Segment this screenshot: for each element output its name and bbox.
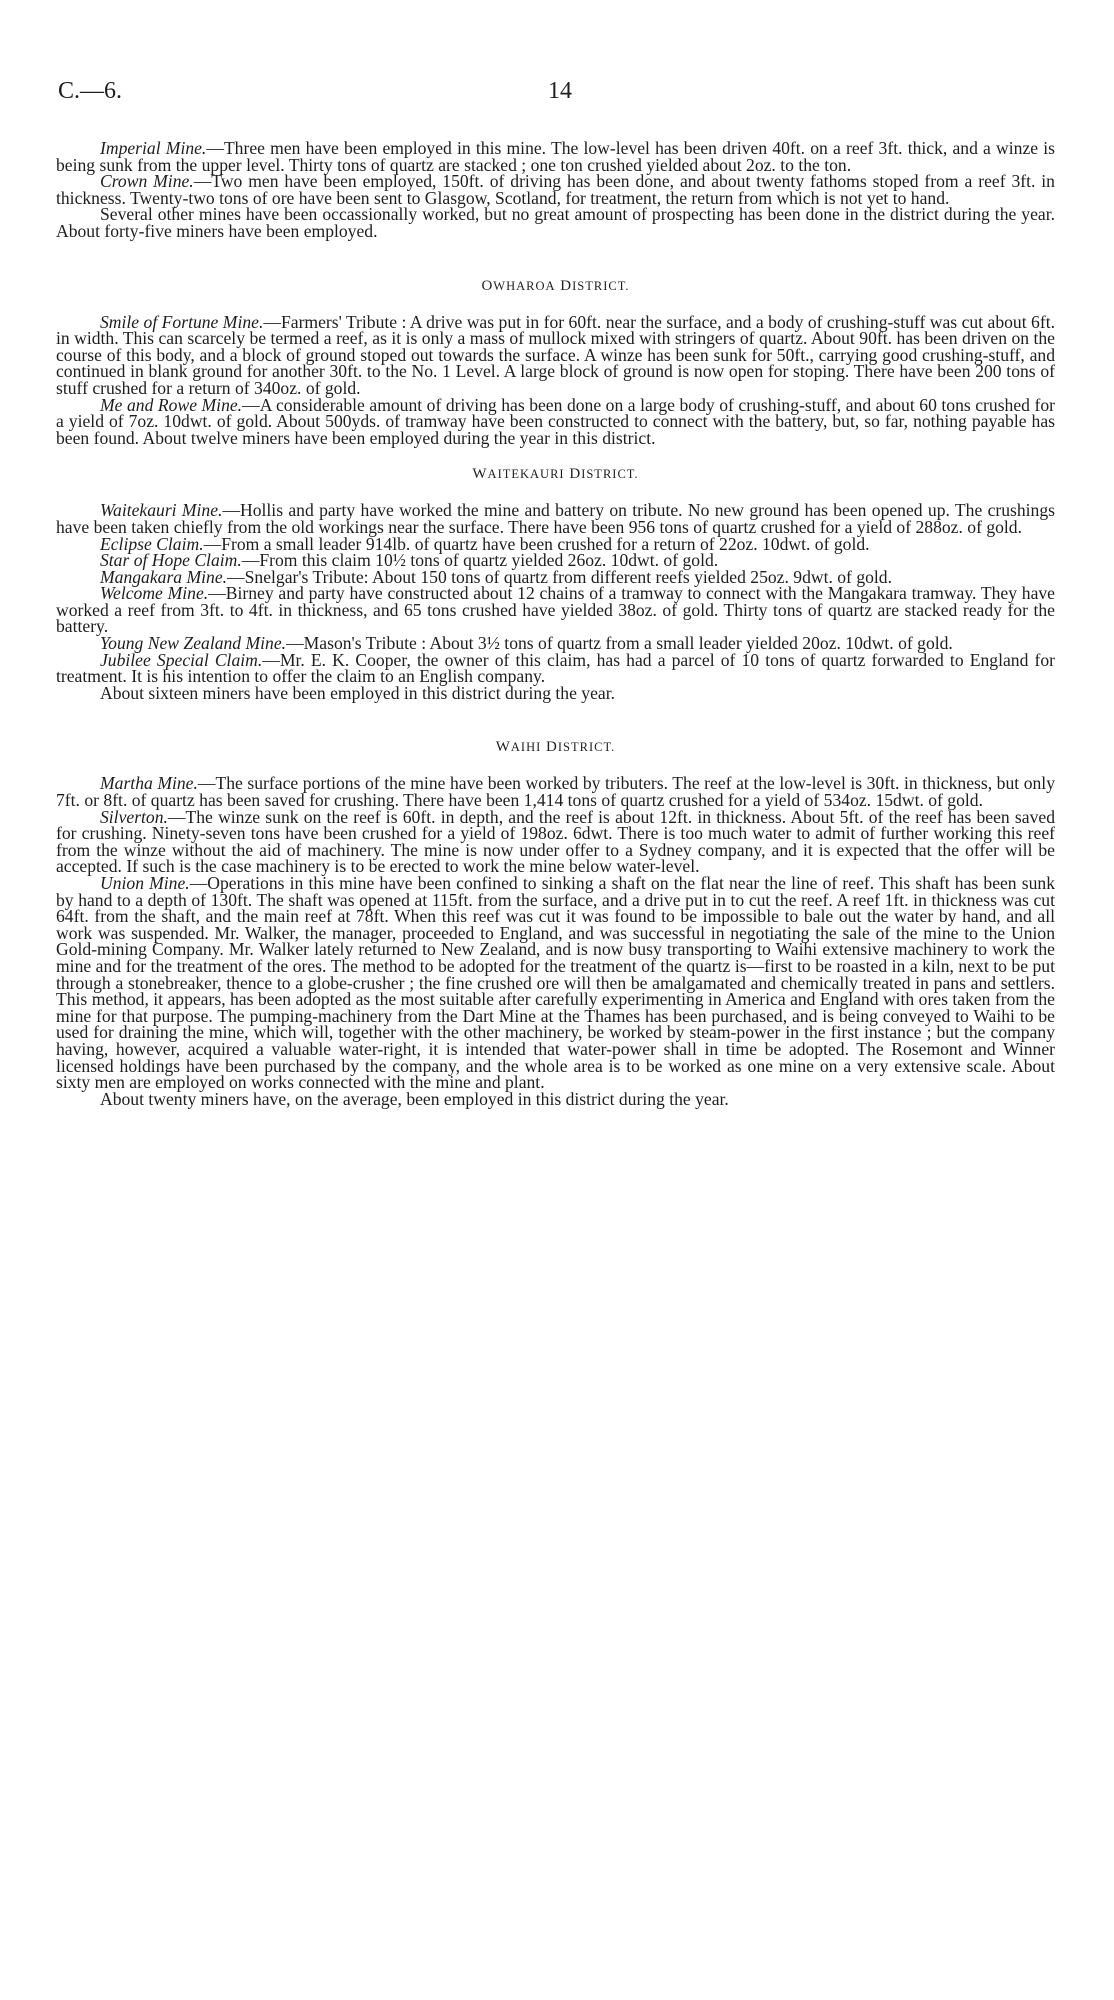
paragraph-text: —Farmers' Tribute : A drive was put in for 60ft. near the surface, and a body of crushing-stuff was cut about 6ft. in width. This can scarcely be termed a reef, as it is only a mass of mullock mixed with stringers of quartz. About 90ft. has been driven on the course of this body, and a block of ground stoped out towards the surface. A winze has been sunk for 50ft., carrying good crushing-stuff, and continued in blank ground for another 30ft. to the No. 1 Level. A large block of ground is now open for stoping. There have been 200 tons of stuff crushed for a return of 340oz. of gold. — [56, 311, 1055, 398]
document-reference: C.—6. — [58, 78, 123, 104]
paragraph-text: —A considerable amount of driving has been done on a large body of crushing-stuff, and about 60 tons crushed for a yield of 7oz. 10dwt. of gold. About 500yds. of tramway have been constructed to connect with the battery, but, so far, nothing payable has been found. About twelve miners have been employed during the year in this district. — [56, 394, 1056, 448]
page-body — [56, 140, 1055, 1107]
paragraph-title: Jubilee Special Claim. — [100, 649, 263, 670]
paragraph-text: —The surface portions of the mine have been worked by tributers. The reef at the low-level is 30ft. in thickness, but only 7ft. or 8ft. of quartz has been saved for crushing. There have been 1,414 tons of quartz crushed for a yield of 534oz. 15dwt. of gold. — [56, 773, 1055, 811]
paragraph-martha-mine — [56, 773, 1055, 811]
paragraph-waitekauri-summary — [56, 682, 1055, 703]
paragraph-title: Crown Mine. — [100, 171, 194, 192]
paragraph-text: —Three men have been employed in this mine. The low-level has been driven 40ft. on a reef 3ft. thick, and a winze is being sunk from the upper level. Thirty tons of quartz are stacked ; one ton crushed yielded about 2oz. to the ton. — [56, 138, 1055, 175]
paragraph-text: Several other mines have been occassionally worked, but no great amount of prospecting has been done in the district during the year. About forty-five miners have been employed. — [56, 204, 1055, 241]
paragraph-title: Martha Mine. — [100, 773, 198, 794]
paragraph-text: About sixteen miners have been employed in this district during the year. — [100, 682, 615, 703]
paragraph-title: Me and Rowe Mine. — [100, 394, 243, 415]
paragraph-text: About twenty miners have, on the average, been employed in this district during the year. — [100, 1088, 729, 1109]
paragraph-title: Welcome Mine. — [100, 583, 209, 604]
paragraph-imperial-mine — [56, 140, 1055, 173]
paragraph-title: Union Mine. — [100, 873, 190, 893]
paragraph-union-mine — [56, 875, 1055, 1091]
paragraph-waitekauri-mine — [56, 502, 1055, 535]
paragraph-title: Young New Zealand Mine. — [100, 633, 287, 654]
paragraph-text: —Operations in this mine have been confined to sinking a shaft on the flat near the line of reef. This shaft has been sunk by hand to a depth of 130ft. The shaft was opened at 115ft. from the surface, and a drive put in to cut the reef. A reef 1ft. in thickness was cut 64ft. from the shaft, and the main reef at 78ft. When this reef was cut it was found to be impossible to bale out the water by hand, and all work was suspended. Mr. Walker, the manager, proceeded to England, and was successful in negotiating the sale of the mine to the Union Gold-mining Company. Mr. Walker lately returned to New Zealand, and is now busy transporting to Waihi extensive machinery to work the mine and for the treatment of the ores. The method to be adopted for the treatment of the quartz is—first to be roasted in a kiln, next to be put through a stonebreaker, thence to a globe-crusher ; the fine crushed ore will then be amalgamated and chemically treated in pans and settlers. This method, it appears, has been adopted as the most suitable after carefully experimenting in America and England with ores taken from the mine for that purpose. The pumping-machinery from the Dart Mine at the Thames has been purchased, and is being conveyed to Waihi to be used for draining the mine, which will, together with the other machinery, be worked by steam-power in the first instance ; but the company having, however, acquired a valuable water-right, it is intended that water-power shall in time be adopted. The Rosemont and Winner licensed holdings have been purchased by the company, and the whole area is to be worked as one mine on a very extensive scale. About sixty men are employed on works connected with the mine and plant. — [56, 873, 1055, 1093]
page-number: 14 — [548, 78, 572, 104]
paragraph-title: Star of Hope Claim. — [100, 550, 242, 571]
paragraph-waihi-summary — [56, 1088, 1055, 1109]
paragraph-title: Smile of Fortune Mine. — [100, 311, 264, 332]
paragraph-text: —Mason's Tribute : About 3½ tons of quartz from a small leader yielded 20oz. 10dwt. of gold. — [286, 633, 953, 654]
paragraph-welcome-mine — [56, 585, 1055, 635]
page-header — [0, 78, 1114, 112]
paragraph-text: —The winze sunk on the reef is 60ft. in depth, and the reef is about 12ft. in thickness. About 5ft. of the reef has been saved for crushing. Ninety-seven tons have been crushed for a yield of 198oz. 6dwt. There is too much water to admit of further working this reef from the winze without the aid of machinery. The mine is now under offer to a Sydney company, and it is expected that the offer will be accepted. If such is the case machinery is to be erected to work the mine below water-level. — [56, 806, 1055, 877]
paragraph-title: Imperial Mine. — [100, 138, 207, 158]
paragraph-text: —From this claim 10½ tons of quartz yielded 26oz. 10dwt. of gold. — [241, 550, 719, 571]
paragraph-text: —Hollis and party have worked the mine and battery on tribute. No new ground has been opened up. The crushings have been taken chiefly from the old workings near the surface. There have been 956 tons of quartz crushed for a yield of 288oz. of gold. — [56, 500, 1056, 537]
paragraph-title: Eclipse Claim. — [100, 533, 204, 554]
paragraph-text: —Birney and party have constructed about 12 chains of a tramway to connect with the Mangakara tramway. They have worked a reef from 3ft. to 4ft. in thickness, and 65 tons crushed have yielded 38oz. of gold. Thirty tons of quartz are stacked ready for the battery. — [56, 583, 1055, 637]
section-heading-owharoa: OWHAROA DISTRICT. — [481, 277, 630, 294]
paragraph-text: —From a small leader 914lb. of quartz have been crushed for a return of 22oz. 10dwt. of gold. — [203, 533, 870, 554]
section-heading-waitekauri: WAITEKAURI DISTRICT. — [472, 466, 639, 483]
section-heading-waihi: WAIHI DISTRICT. — [495, 739, 616, 756]
paragraph-text: —Mr. E. K. Cooper, the owner of this claim, has had a parcel of 10 tons of quartz forwarded to England for treatment. It is his intention to offer the claim to an English company. — [56, 649, 1056, 687]
paragraph-text: —Two men have been employed, 150ft. of driving has been done, and about twenty fathoms stoped from a reef 3ft. in thickness. Twenty-two tons of ore have been sent to Glasgow, Scotland, for treatment, the return from which is not yet to hand. — [56, 171, 1055, 208]
paragraph-me-and-rowe — [56, 394, 1056, 448]
paragraph-text: —Snelgar's Tribute: About 150 tons of quartz from different reefs yielded 25oz. 9dwt. of gold. — [227, 566, 892, 587]
paragraph-crown-mine — [56, 173, 1055, 206]
paragraph-title: Silverton. — [100, 806, 168, 827]
paragraph-title: Mangakara Mine. — [100, 566, 228, 587]
paragraph-other-mines — [56, 206, 1055, 239]
paragraph-smile-of-fortune — [56, 311, 1055, 398]
paragraph-jubilee-special — [56, 649, 1056, 687]
paragraph-silverton — [56, 806, 1055, 877]
paragraph-title: Waitekauri Mine. — [100, 500, 223, 521]
